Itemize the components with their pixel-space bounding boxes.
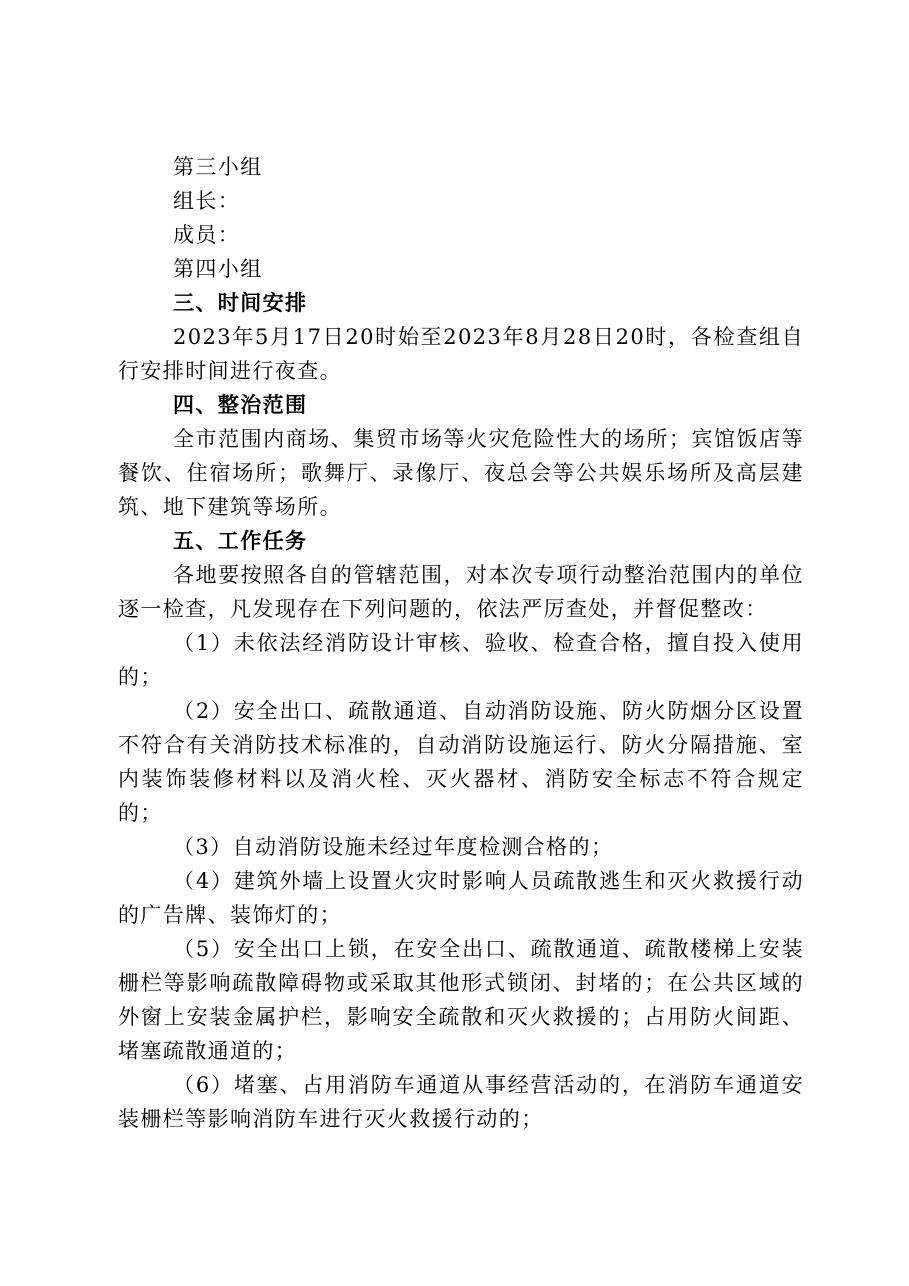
task-item-1: （1）未依法经消防设计审核、验收、检查合格，擅自投入使用的； <box>118 631 804 689</box>
section4-heading: 四、整治范围 <box>173 393 308 417</box>
task-item-2: （2）安全出口、疏散通道、自动消防设施、防火防烟分区设置不符合有关消防技术标准的，自动消防设施运行、防火分隔措施、室内装饰装修材料以及消火栓、灭火器材、消防安全标志不符合规定的； <box>118 699 804 825</box>
task-item-4: （4）建筑外墙上设置火灾时影响人员疏散逃生和灭火救援行动的广告牌、装饰灯的； <box>118 869 804 927</box>
group3-leader: 组长： <box>173 189 241 213</box>
section5-body: 各地要按照各自的管辖范围，对本次专项行动整治范围内的单位逐一检查，凡发现存在下列问题的，依法严厉查处，并督促整改： <box>118 563 804 621</box>
task-item-3: （3）自动消防设施未经过年度检测合格的； <box>173 835 614 859</box>
group3-members: 成员： <box>173 223 241 247</box>
section3-heading: 三、时间安排 <box>173 291 308 315</box>
section5-heading: 五、工作任务 <box>173 529 308 553</box>
document-body <box>118 150 804 1136</box>
task-item-5: （5）安全出口上锁，在安全出口、疏散通道、疏散楼梯上安装栅栏等影响疏散障碍物或采取其他形式锁闭、封堵的；在公共区域的外窗上安装金属护栏，影响安全疏散和灭火救援的；占用防火间距、堵塞疏散通道的； <box>118 937 804 1063</box>
group4-title: 第四小组 <box>173 257 263 281</box>
group3-title: 第三小组 <box>173 155 263 179</box>
section3-body: 2023年5月17日20时始至2023年8月28日20时，各检查组自行安排时间进行夜查。 <box>118 325 804 383</box>
task-item-6: （6）堵塞、占用消防车通道从事经营活动的，在消防车通道安装栅栏等影响消防车进行灭火救援行动的； <box>118 1073 804 1131</box>
section4-body: 全市范围内商场、集贸市场等火灾危险性大的场所；宾馆饭店等餐饮、住宿场所；歌舞厅、录像厅、夜总会等公共娱乐场所及高层建筑、地下建筑等场所。 <box>118 427 804 519</box>
